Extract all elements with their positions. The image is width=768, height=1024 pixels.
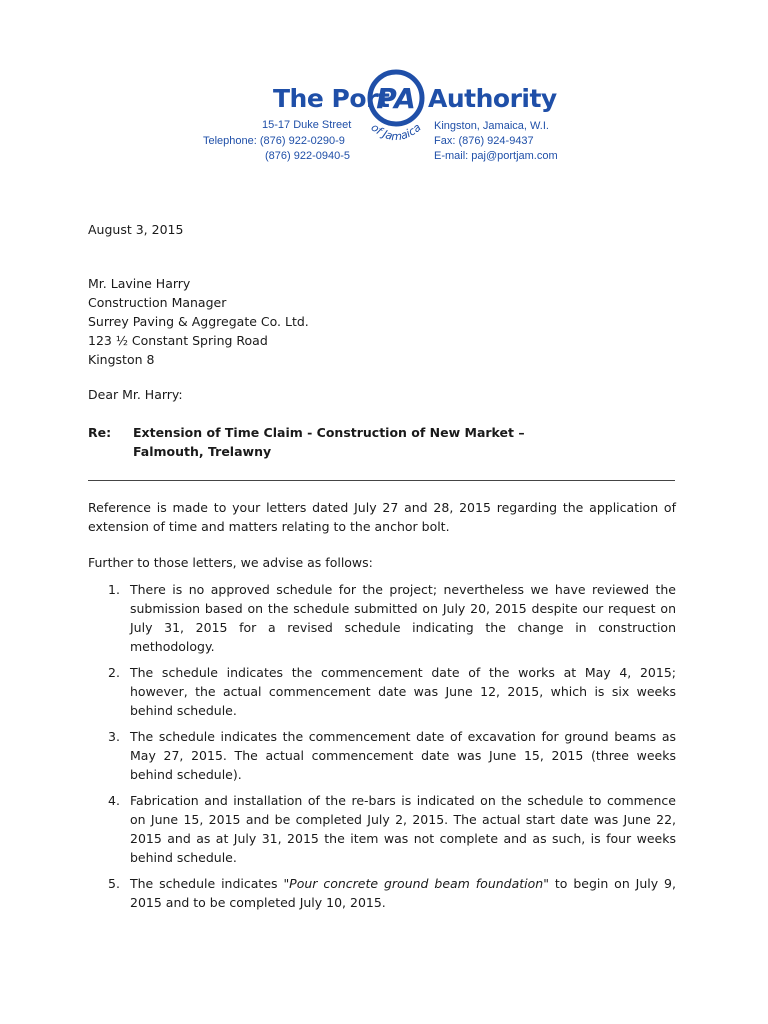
letterhead-email: E-mail: paj@portjam.com xyxy=(434,150,558,162)
letter-date: August 3, 2015 xyxy=(88,222,184,237)
points-list xyxy=(108,580,676,919)
recipient-title: Construction Manager xyxy=(88,295,227,310)
logo-initials: PA xyxy=(376,82,416,115)
intro-paragraph: Reference is made to your letters dated July 27 and 28, 2015 regarding the application of extension of time and matters relating to the anchor bolt. xyxy=(88,500,676,534)
list-item-text-start: The schedule indicates xyxy=(130,876,284,891)
list-item-number: 2. xyxy=(108,665,120,680)
list-item-text-end: to begin on July 9, 2015 and to be completed July 10, 2015. xyxy=(130,876,676,910)
list-item xyxy=(108,791,676,867)
list-item-text xyxy=(130,874,676,912)
list-item xyxy=(108,727,676,784)
recipient-company: Surrey Paving & Aggregate Co. Ltd. xyxy=(88,314,309,329)
subject-line xyxy=(133,423,525,461)
list-item-text: There is no approved schedule for the project; nevertheless we have reviewed the submission based on the schedule submitted on July 20, 2015 despite our request on July 31, 2015 for a revised schedule indicating the change in construction methodology. xyxy=(130,582,676,654)
subject-line-2: Falmouth, Trelawny xyxy=(133,444,272,459)
org-name-the-port: The Port xyxy=(273,84,390,113)
recipient-city: Kingston 8 xyxy=(88,352,155,367)
recipient-name: Mr. Lavine Harry xyxy=(88,276,191,291)
further-paragraph: Further to those letters, we advise as follows: xyxy=(88,555,373,570)
letterhead-telephone-1: Telephone: (876) 922-0290-9 xyxy=(203,135,345,147)
list-item xyxy=(108,874,676,912)
list-item-number: 4. xyxy=(108,793,120,808)
org-name-authority: Authority xyxy=(428,84,557,113)
salutation: Dear Mr. Harry: xyxy=(88,387,183,402)
list-item-quoted-task: "Pour concrete ground beam foundation" xyxy=(283,876,549,891)
list-item xyxy=(108,580,676,656)
letterhead xyxy=(0,0,768,200)
logo-caption: of Jamaica xyxy=(368,120,424,144)
recipient-address xyxy=(88,274,309,369)
re-label: Re: xyxy=(88,425,112,440)
list-item-text: Fabrication and installation of the re-bars is indicated on the schedule to commence on June 15, 2015 and be completed July 2, 2015. The actual start date was June 22, 2015 and as at July 31, 2015 the item was not complete and as such, is four weeks behind schedule. xyxy=(130,793,676,865)
letterhead-street: 15-17 Duke Street xyxy=(262,119,352,131)
letterhead-telephone-2: (876) 922-0940-5 xyxy=(265,150,351,162)
list-item-number: 3. xyxy=(108,729,120,744)
list-item-text: The schedule indicates the commencement date of the works at May 4, 2015; however, the actual commencement date was June 12, 2015, which is six weeks behind schedule. xyxy=(130,665,676,718)
subject-divider xyxy=(88,480,675,481)
recipient-street: 123 ½ Constant Spring Road xyxy=(88,333,268,348)
list-item-number: 5. xyxy=(108,876,120,891)
subject-line-1: Extension of Time Claim - Construction of New Market – xyxy=(133,425,525,440)
list-item xyxy=(108,663,676,720)
letterhead-city: Kingston, Jamaica, W.I. xyxy=(434,120,549,132)
port-authority-logo xyxy=(360,68,432,168)
letterhead-fax: Fax: (876) 924-9437 xyxy=(434,135,534,147)
list-item-number: 1. xyxy=(108,582,120,597)
list-item-text: The schedule indicates the commencement date of excavation for ground beams as May 27, 2015. The actual commencement date was June 15, 2015 (three weeks behind schedule). xyxy=(130,729,676,782)
